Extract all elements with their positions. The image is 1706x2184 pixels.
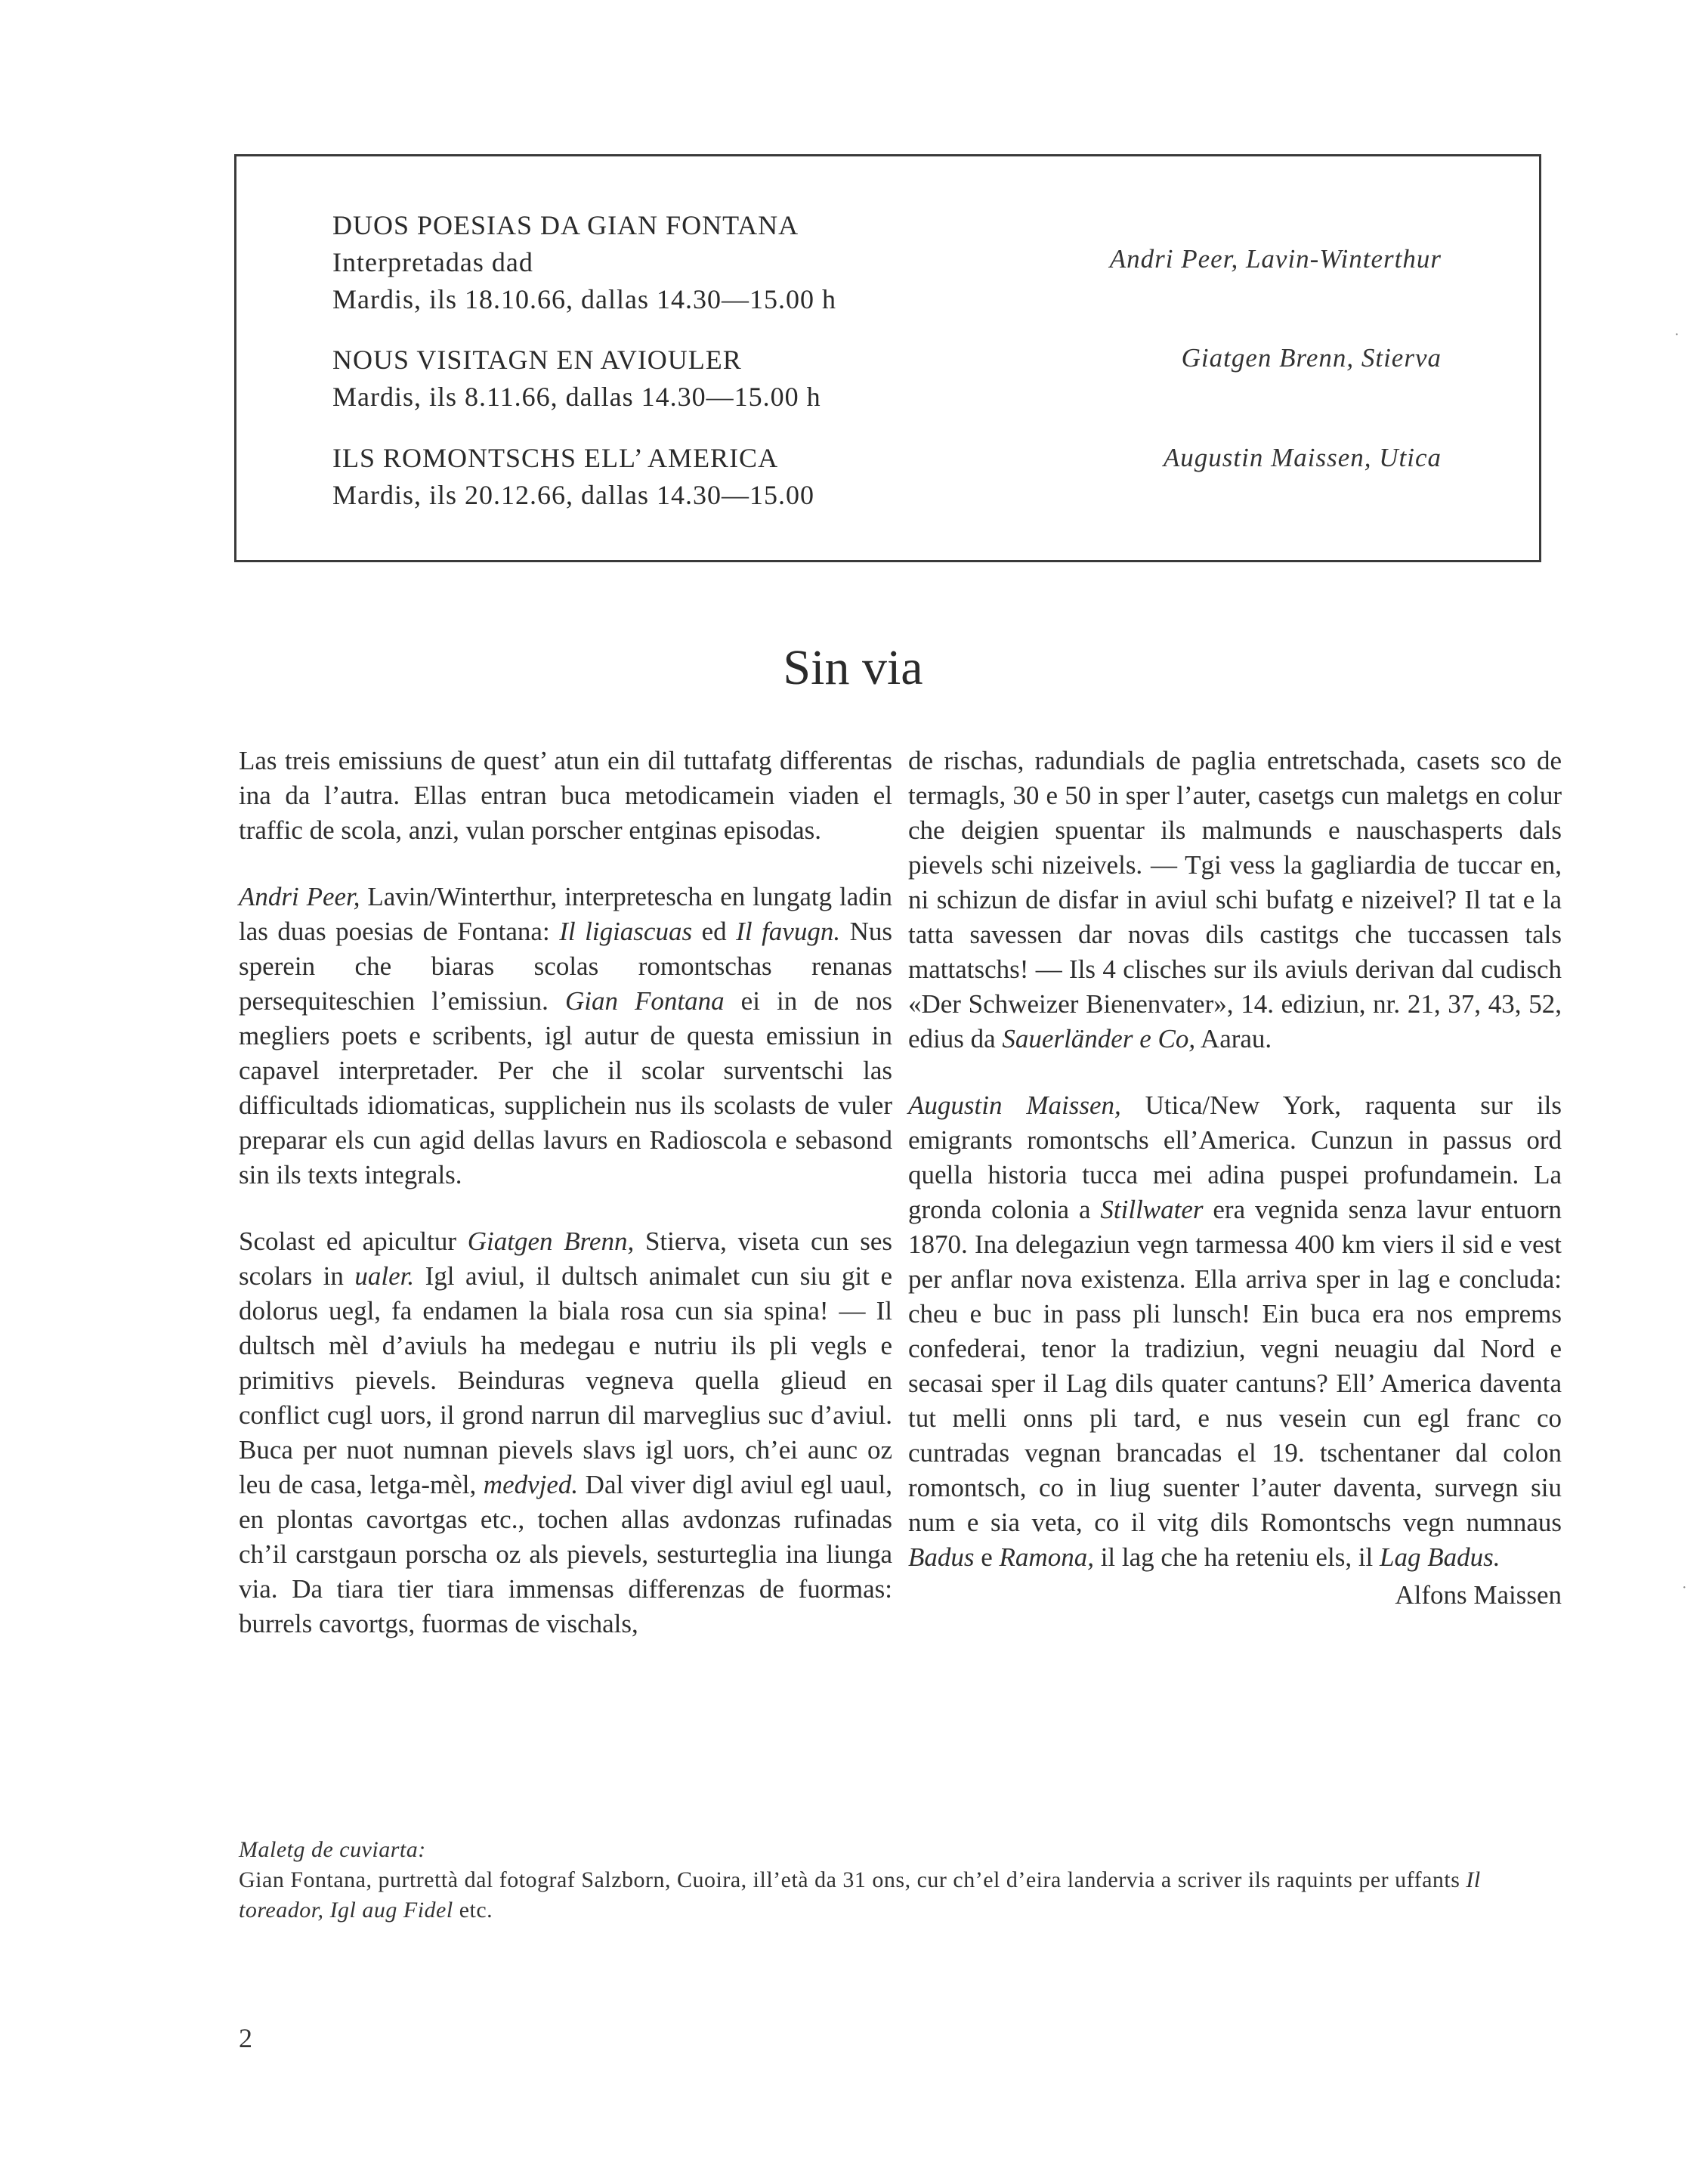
- scan-speck: ·: [1674, 326, 1680, 343]
- program-1: [332, 207, 937, 318]
- program-title: ILS ROMONTSCHS ELL’ AMERICA: [332, 443, 779, 473]
- paragraph: de rischas, radundials de paglia entretschada, casets sco de termagls, 30 e 50 in sper l’auter, casetgs cun maletgs en colur che deigien spuentar ils malmunds e nauschasperts dals pievels schi nizeivels. — Tgi vess la gagliardia de tuccar en, ni schizun de disfar in aviul schi bufatg e nizeivel? Il tat e la tatta savessen dar novas dils castitgs che tuccassen tals mattatschs! — Ils 4 clisches sur ils aviuls derivan dal cudisch «Der Schweizer Bienenvater», 14. ediziun, nr. 21, 37, 43, 52, edius da Sauerländer e Co, Aarau.: [908, 746, 1562, 1053]
- scan-speck: ·: [1682, 1579, 1687, 1596]
- cover-caption: Maletg de cuviarta: Gian Fontana, purtrettà dal fotograf Salzborn, Cuoira, ill’età da 31 ons, cur ch’el d’eira landervia a scriver ils raquints per uffants Il toreador, Igl aug Fidel etc.: [239, 1835, 1544, 1926]
- paragraph: Augustin Maissen, Utica/New York, raquenta sur ils emigrants romontschs ell’America. Cunzun in passus ord quella historia tucca mei adina puspei profundamein. La gronda colonia a Stillwater era vegnida senza lavur entuorn 1870. Ina delegaziun vegn tarmessa 400 km viers il sid e vest per anflar nova existenza. Ella arriva sper in lag e concluda: cheu e buc in pass pli lunsch! Ein buca era nos emprems confederai, tenor la tradiziun, vegni neuagiu dal Nord e secasai sper il Lag dils quater cantuns? Ell’ America daventa tut melli onns pli tard, e nus vesein cun egl franc co cuntradas vegnan brancadas el 19. tschentaner dal colon romontsch, co in liug suenter l’auter daventa, survegn siu num e sia veta, co il vitg dils Romontschs vegn numnaus Badus e Ramona, il lag che ha reteniu els, il Lag Badus.: [908, 1090, 1562, 1572]
- program-date: Mardis, ils 20.12.66, dallas 14.30—15.00: [332, 480, 814, 510]
- page-number: 2: [239, 2023, 252, 2053]
- author-signature: Alfons Maissen: [1395, 1580, 1562, 1610]
- program-subtitle: Interpretadas dad: [332, 247, 533, 277]
- paragraph: Las treis emissiuns de quest’ atun ein dil tuttafatg differentas ina da l’autra. Ellas entran buca metodicamein viaden el traffic de scola, anzi, vulan porscher entginas episodas.: [239, 746, 892, 845]
- program-performer: Andri Peer, Lavin-Winterthur: [1109, 244, 1442, 274]
- program-title: NOUS VISITAGN EN AVIOULER: [332, 345, 742, 375]
- right-column: [908, 744, 1562, 1613]
- program-date: Mardis, ils 8.11.66, dallas 14.30—15.00 h: [332, 382, 821, 412]
- program-performer: Giatgen Brenn, Stierva: [1181, 343, 1442, 373]
- paragraph: Scolast ed apicultur Giatgen Brenn, Stierva, viseta cun ses scolars in ualer. Igl aviul, il dultsch animalet cun siu git e dolorus uegl, fa endamen la biala rosa cun sia spina! — Il dultsch mèl d’aviuls ha medegau e nutriu ils pli vegls e primitivs pievels. Beinduras vegneva quella glieud en conflict cugl uors, il grond narrun dil marveglius suc d’aviul. Buca per nuot numnan pievels slavs igl uors, ch’ei aunc oz leu de casa, letga-mèl, medvjed. Dal viver digl aviul egl uaul, en plontas cavortgas etc., tochen allas avdonzas rufinadas ch’il carstgaun porscha oz als pievels, sesturteglia ina liunga via. Da tiara tier tiara immensas differenzas de fuormas: burrels cavortgs, fuormas de vischals,: [239, 1227, 893, 1638]
- program-title: DUOS POESIAS DA GIAN FONTANA: [332, 210, 799, 240]
- caption-title: Maletg de cuviarta:: [239, 1837, 426, 1862]
- program-date: Mardis, ils 18.10.66, dallas 14.30—15.00 h: [332, 284, 836, 314]
- program-2: [332, 342, 937, 416]
- paragraph: Andri Peer, Lavin/Winterthur, interpretescha en lungatg ladin las duas poesias de Fontana: Il ligiascuas ed Il favugn. Nus sperein che biaras scolas romontschas renanas persequiteschien l’emissiun. Gian Fontana ei in de nos megliers poets e scribents, igl autur de questa emissiun in capavel interpretader. Per che il scolar surventschi las difficultads idiomaticas, supplichein nus ils scolasts de vuler preparar els cun agid dellas lavurs en Radioscola e sebasond sin ils texts integrals.: [239, 882, 893, 1189]
- left-column: [239, 744, 892, 1641]
- program-performer: Augustin Maissen, Utica: [1163, 443, 1442, 472]
- program-3: [332, 440, 937, 514]
- article-heading: Sin via: [783, 640, 923, 695]
